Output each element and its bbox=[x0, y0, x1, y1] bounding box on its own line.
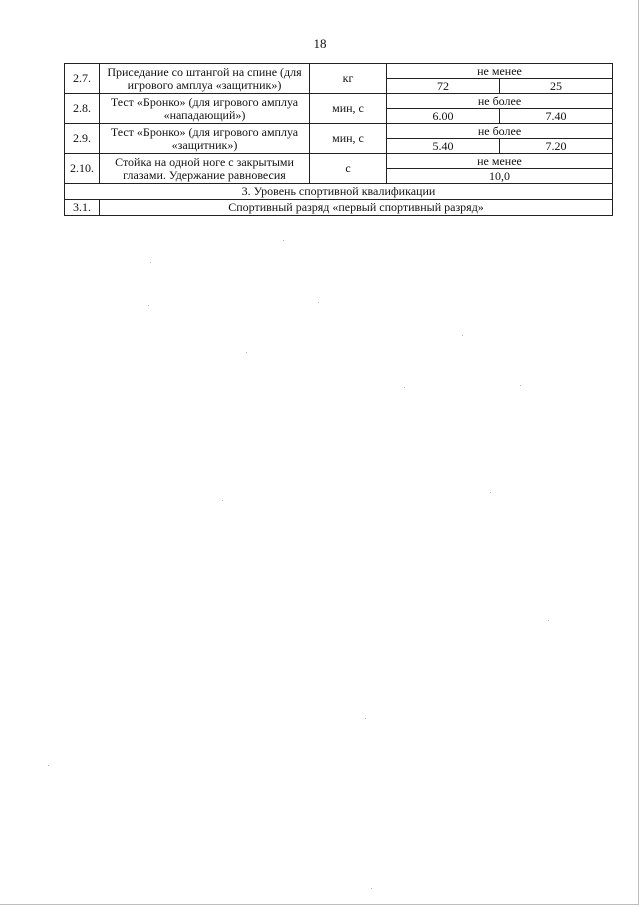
exercise-name: Стойка на одной ноге с закрытыми глазами. Удержание равновесия bbox=[100, 154, 310, 184]
exercise-name: Тест «Бронко» (для игрового амплуа «защитник») bbox=[100, 124, 310, 154]
standards-table bbox=[64, 63, 613, 216]
table-row bbox=[65, 64, 613, 79]
qualification-text: Спортивный разряд «первый спортивный разряд» bbox=[100, 200, 613, 216]
value-cell: 7.20 bbox=[500, 139, 613, 154]
table-row bbox=[65, 200, 613, 216]
row-number: 2.8. bbox=[65, 94, 100, 124]
unit-cell: кг bbox=[310, 64, 387, 94]
page-number: 18 bbox=[313, 36, 327, 51]
row-number: 2.7. bbox=[65, 64, 100, 94]
condition-cell: не более bbox=[387, 124, 613, 139]
row-number: 2.10. bbox=[65, 154, 100, 184]
value-cell: 7.40 bbox=[500, 109, 613, 124]
row-number: 3.1. bbox=[65, 200, 100, 216]
unit-cell: с bbox=[310, 154, 387, 184]
table-row bbox=[65, 154, 613, 169]
unit-cell: мин, с bbox=[310, 124, 387, 154]
section-header-row bbox=[65, 184, 613, 200]
exercise-name: Тест «Бронко» (для игрового амплуа «нападающий») bbox=[100, 94, 310, 124]
value-cell: 25 bbox=[500, 79, 613, 94]
section-title: 3. Уровень спортивной квалификации bbox=[65, 184, 613, 200]
row-number: 2.9. bbox=[65, 124, 100, 154]
value-cell: 72 bbox=[387, 79, 500, 94]
table-row bbox=[65, 94, 613, 109]
exercise-name: Приседание со штангой на спине (для игрового амплуа «защитник») bbox=[100, 64, 310, 94]
table-row bbox=[65, 124, 613, 139]
condition-cell: не менее bbox=[387, 154, 613, 169]
condition-cell: не менее bbox=[387, 64, 613, 79]
value-cell: 5.40 bbox=[387, 139, 500, 154]
unit-cell: мин, с bbox=[310, 94, 387, 124]
condition-cell: не более bbox=[387, 94, 613, 109]
value-cell: 6.00 bbox=[387, 109, 500, 124]
value-cell: 10,0 bbox=[387, 169, 613, 184]
